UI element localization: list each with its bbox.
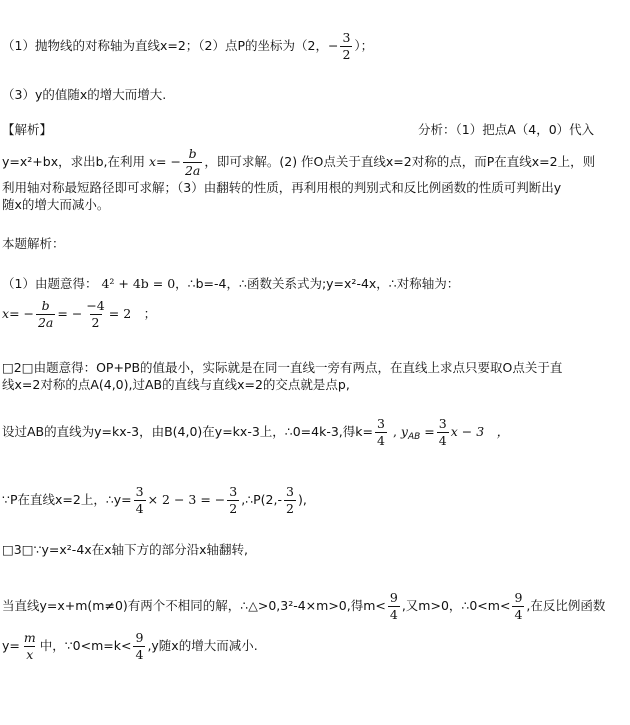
denominator: 2a (184, 163, 201, 178)
answer-part-1-2: （1）抛物线的对称轴为直线x=2；（2）点P的坐标为（2， (2, 38, 328, 53)
s2-text: 设过AB的直线为y=kx-3，由B(4,0)在y=kx-3上，∴0=4k-3,得k= (2, 424, 373, 439)
denominator: 4 (377, 433, 385, 448)
math-eq: = − (57, 306, 83, 321)
s3-text-e: 中，∵0<m=k< (39, 638, 132, 653)
math-x: x (2, 306, 10, 321)
denominator: 4 (438, 433, 447, 448)
answer-end: ）； (354, 38, 374, 53)
fraction-3-over-4 (375, 416, 387, 449)
fraction-3-over-4 (134, 484, 146, 517)
answer-line-1 (2, 30, 373, 63)
solution-3-line-3 (2, 630, 258, 663)
numerator: −4 (86, 298, 105, 313)
math-eq: = (424, 424, 435, 439)
numerator: b (188, 146, 197, 161)
analysis-text-a: y=x²+bx，求出b,在利用 (2, 154, 145, 169)
math-eq: = − (9, 306, 34, 321)
solution-1-line-1 (2, 276, 459, 292)
numerator: 9 (389, 590, 398, 605)
fraction-9-over-4 (388, 590, 400, 623)
s2-text-b: ,∴P(2,- (241, 492, 282, 507)
fraction-9-over-4 (133, 630, 145, 663)
solution-3-line-2 (2, 590, 605, 623)
s2-text-a: ∵P在直线x=2上，∴y= (2, 492, 132, 507)
numerator: m (23, 630, 36, 645)
numerator: 3 (342, 30, 351, 45)
fraction-b-over-2a (183, 146, 202, 179)
denominator: 4 (389, 607, 398, 622)
analysis-line-3: 利用轴对称最短路径即可求解；（3）由翻转的性质，再利用根的判别式和反比例函数的性质可判断出y (2, 180, 562, 195)
s1-equation: 4² + 4b = 0 (101, 276, 176, 291)
denominator: 4 (135, 501, 144, 516)
numerator: 3 (229, 484, 238, 499)
numerator: 9 (514, 590, 523, 605)
numerator: 3 (438, 416, 447, 431)
denominator: 4 (135, 647, 144, 662)
s3-text-c: ,在反比例函数 (526, 598, 606, 613)
solution-2-line-3: 设过AB的直线为y=kx-3，由B(4,0)在y=kx-3上，∴0=4k-3,得k= $\frac{3}{4}$ , $y_{AB}$ = $\frac{3}{4}$ x − 3 ， (2, 416, 510, 448)
fraction-3-over-2 (227, 484, 239, 517)
solution-3-line-1: □3□∵y=x²-4x在x轴下方的部分沿x轴翻转, (2, 542, 248, 557)
solution-2-line-4 (2, 484, 307, 517)
denominator: 2 (286, 501, 294, 516)
s3-text-b: ,又m>0，∴0<m< (401, 598, 511, 613)
minus-sign: − (327, 38, 339, 53)
s3-text-d: y= (2, 638, 20, 653)
denominator: 4 (514, 607, 523, 622)
s3-text-a: 当直线y=x+m(m≠0)有两个不相同的解，∴△>0,3²-4×m>0,得m< (2, 598, 386, 613)
solution-1-line-2 (2, 298, 156, 331)
analysis-line-2 (2, 146, 595, 179)
solution-2-line-2: 线x=2对称的点A(4,0),过AB的直线与直线x=2的交点就是点p, (2, 377, 350, 392)
subscript-ab: AB (407, 432, 421, 442)
math-eq-end: = 2 ； (108, 306, 157, 321)
fraction-3-over-4 (437, 416, 449, 449)
math-eq: = − (156, 154, 181, 169)
fraction-b-over-2a (36, 298, 55, 331)
numerator: b (41, 298, 50, 313)
denominator: 2 (91, 315, 100, 330)
fraction-9-over-4 (512, 590, 524, 623)
solution-2-line-1: □2□由题意得：OP+PB的值最小，实际就是在同一直线一旁有两点，在直线上求点只要取O点关于直 (2, 360, 563, 375)
numerator: 3 (377, 416, 385, 431)
s3-text-f: ,y随x的增大而减小. (147, 638, 258, 653)
numerator: 3 (135, 484, 144, 499)
s1-text-a: （1）由题意得： (2, 276, 98, 291)
analysis-line-4: 随x的增大而减小。 (2, 197, 110, 212)
denominator: x (26, 647, 34, 662)
fraction-neg4-over-2 (84, 298, 106, 331)
s2-text-c: ), (297, 492, 307, 507)
math-y: y (400, 424, 408, 439)
fraction-3-over-2 (284, 484, 296, 517)
analysis-head: 分析：（1）把点A（4，0）代入 (418, 122, 595, 137)
numerator: 3 (286, 484, 294, 499)
denominator: 2 (342, 47, 351, 62)
analysis-text-b: ，即可求解。(2) 作O点关于直线x=2对称的点，而P在直线x=2上，则 (204, 154, 596, 169)
math-tail: x − 3 ， (450, 424, 510, 439)
math-x: x (148, 154, 157, 169)
denominator: 2a (37, 315, 54, 330)
fraction-3-over-2 (340, 30, 352, 63)
math-mid: × 2 − 3 = − (147, 492, 226, 507)
answer-line-3: （3）y的值随x的增大而增大. (2, 87, 167, 102)
numerator: 9 (135, 630, 144, 645)
denominator: 2 (229, 501, 238, 516)
s1-text-b: ，∴b=-4，∴函数关系式为;y=x²-4x，∴对称轴为： (175, 276, 460, 291)
fraction-m-over-x (22, 630, 38, 663)
section-title-jiexi: 【解析】 (2, 122, 53, 137)
solution-head: 本题解析： (2, 236, 65, 251)
